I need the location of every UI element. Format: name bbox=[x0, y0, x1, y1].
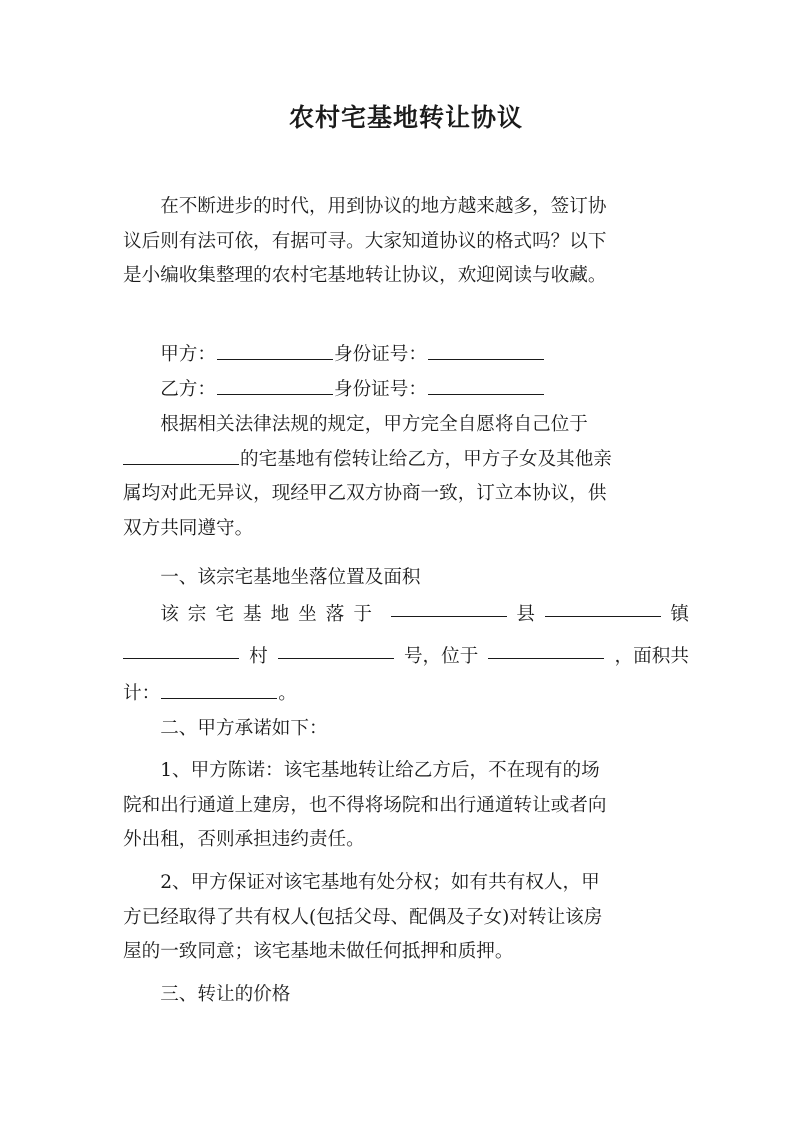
section-3-heading-row bbox=[123, 978, 689, 1013]
commitment-1-paragraph bbox=[123, 754, 689, 858]
location-row bbox=[123, 598, 689, 633]
party-a-id-label: 身份证号： bbox=[333, 344, 427, 365]
commitment-2-line: 方已经取得了共有权人(包括父母、配偶及子女)对转让该房 bbox=[123, 906, 603, 928]
party-b-row bbox=[123, 373, 689, 408]
area-label: 计： bbox=[123, 683, 161, 704]
intro-line: 是小编收集整理的农村宅基地转让协议，欢迎阅读与收藏。 bbox=[123, 265, 607, 286]
area-row bbox=[123, 677, 689, 712]
commitment-1-line: 院和出行通道上建房，也不得将场院和出行通道转让或者向 bbox=[123, 794, 607, 816]
town-label: 镇 bbox=[670, 604, 689, 625]
commitment-2-line: 屋的一致同意；该宅基地未做任何抵押和质押。 bbox=[123, 941, 514, 962]
party-a-row bbox=[123, 338, 689, 373]
party-a-id-blank bbox=[428, 341, 544, 360]
county-label: 县 bbox=[516, 604, 535, 625]
section-3-heading: 三、转让的价格 bbox=[160, 984, 291, 1005]
section-2-heading-row bbox=[123, 712, 689, 747]
commitment-1-line: 1、甲方陈诺：该宅基地转让给乙方后，不在现有的场 bbox=[160, 760, 600, 781]
town-blank bbox=[545, 598, 661, 617]
commitment-1-line: 外出租，否则承担违约责任。 bbox=[123, 829, 365, 850]
basis-paragraph bbox=[123, 408, 689, 546]
location-blank bbox=[123, 446, 239, 465]
position-blank bbox=[488, 640, 604, 659]
commitment-2-line: 2、甲方保证对该宅基地有处分权；如有共有权人，甲 bbox=[160, 872, 600, 893]
basis-line: 双方共同遵守。 bbox=[123, 517, 254, 539]
location-prefix: 该宗宅基地坐落于 bbox=[160, 604, 381, 625]
section-1-heading-row bbox=[123, 561, 689, 596]
commitment-2-paragraph bbox=[123, 866, 689, 970]
section-1-heading: 一、该宗宅基地坐落位置及面积 bbox=[160, 567, 421, 588]
document-title: 农村宅基地转让协议 bbox=[288, 103, 523, 132]
village-blank bbox=[123, 640, 239, 659]
basis-line: 属均对此无异议，现经甲乙双方协商一致，订立本协议，供 bbox=[123, 483, 607, 504]
intro-paragraph bbox=[123, 190, 689, 294]
intro-line: 在不断进步的时代，用到协议的地方越来越多，签订协 bbox=[160, 196, 607, 217]
intro-line: 议后则有法可依，有据可寻。大家知道协议的格式吗？以下 bbox=[123, 230, 607, 252]
section-2-heading: 二、甲方承诺如下： bbox=[160, 718, 328, 739]
party-a-name-blank bbox=[217, 341, 333, 360]
basis-line: 的宅基地有偿转让给乙方，甲方子女及其他亲 bbox=[240, 448, 612, 470]
party-b-name-blank bbox=[217, 376, 333, 395]
county-blank bbox=[391, 598, 507, 617]
party-b-id-blank bbox=[428, 376, 544, 395]
area-period: 。 bbox=[278, 683, 297, 704]
village-row bbox=[123, 640, 689, 675]
basis-line: 根据相关法律法规的规定，甲方完全自愿将自己位于 bbox=[160, 414, 588, 435]
number-blank bbox=[278, 640, 394, 659]
party-b-id-label: 身份证号： bbox=[333, 379, 427, 400]
party-b-label: 乙方： bbox=[160, 379, 216, 400]
village-label: 村 bbox=[249, 646, 268, 667]
party-a-label: 甲方： bbox=[160, 344, 216, 365]
area-total-label: ，面积共 bbox=[614, 646, 689, 667]
area-blank bbox=[161, 680, 277, 699]
number-label: 号，位于 bbox=[403, 646, 479, 667]
